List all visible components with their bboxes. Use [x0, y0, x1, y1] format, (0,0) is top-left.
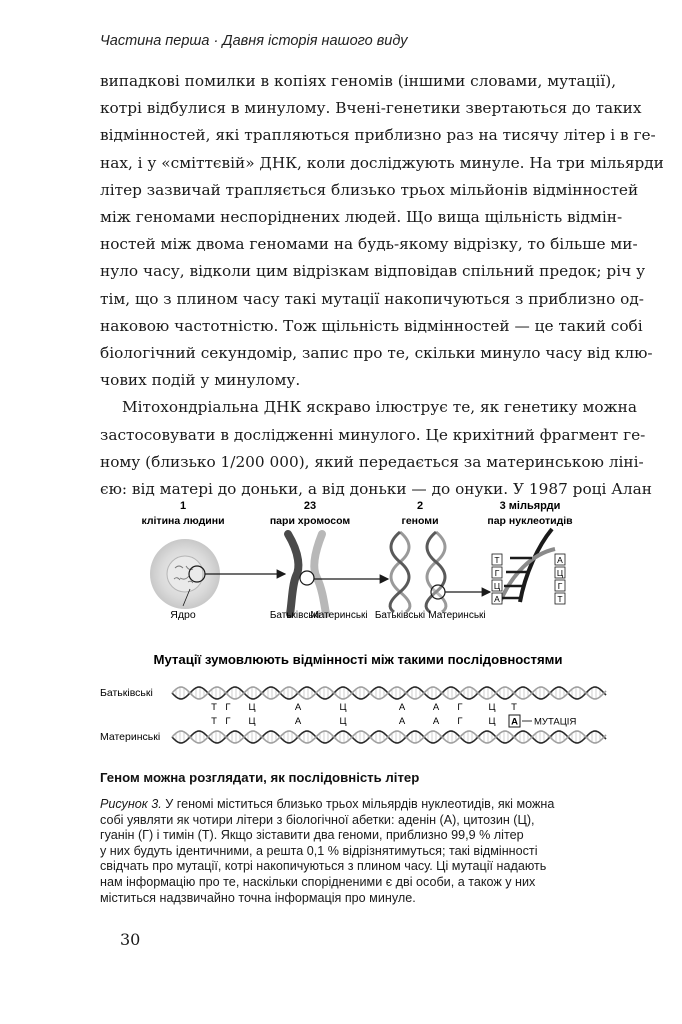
genome-label-paternal: Батьківські — [374, 610, 426, 621]
seq-letter: Т — [211, 702, 217, 713]
seq-letter: А — [398, 702, 406, 713]
stage-number: 1 — [179, 500, 187, 512]
seq-letter: А — [294, 702, 302, 713]
nucleotide-closeup — [492, 529, 565, 604]
mutation-heading: Мутації зумовлюють відмінності між такими послідовностями — [153, 652, 563, 667]
caption-line: собі уявляти як чотири літери з біологічної абетки: аденін (А), цитозин (Ц), — [100, 812, 535, 827]
text-line: літер зазвичай трапляється близько трьох мільйонів відмінностей — [100, 180, 639, 199]
body-text — [100, 68, 664, 503]
text-line: нах, і у «сміттєвій» ДНК, коли досліджують минуле. На три мільярди — [100, 153, 664, 172]
strand-label-paternal: Батьківські — [100, 687, 153, 699]
text-line: єю: від матері до доньки, а від доньки — до онуки. У 1987 році Алан — [100, 480, 652, 499]
strand-label-maternal: Материнські — [100, 731, 161, 743]
text-line: чових подій у минулому. — [100, 371, 301, 390]
text-line: біологічний секундомір, запис про те, скільки минуло часу від клю- — [100, 344, 653, 363]
seq-letter: А — [432, 702, 440, 713]
caption-line: свідчать про мутації, котрі накопичуються з плином часу. Ці мутації надають — [100, 859, 547, 874]
seq-letter: Ц — [339, 702, 347, 713]
stage-label: пар нуклеотидів — [487, 515, 573, 527]
base-left: Т — [494, 555, 500, 565]
text-line: ному (близько 1/200 000), який передається за материнською ліні- — [100, 452, 644, 471]
stage-number: 23 — [303, 500, 317, 512]
caption-line: міститься надзвичайно точна інформація про минуле. — [100, 890, 416, 905]
paternal-sequence — [211, 702, 517, 713]
helix-backbone — [172, 687, 606, 699]
caption-label: Рисунок 3. — [100, 797, 162, 811]
base-right: Т — [557, 594, 563, 604]
base-left: А — [494, 594, 500, 604]
text-line: відмінностей, які трапляються приблизно раз на тисячу літер і в ге- — [100, 126, 656, 145]
text-line: між геномами неспоріднених людей. Що вища щільність відмін- — [100, 208, 623, 227]
seq-letter: Ц — [339, 716, 347, 727]
figure-genome-diagram — [100, 494, 620, 764]
seq-letter-mutation: А — [511, 716, 518, 728]
stage-label: геноми — [401, 515, 439, 527]
running-header: Частина перша · Давня історія нашого виду — [100, 33, 408, 49]
mutation-label: МУТАЦІЯ — [534, 716, 577, 728]
seq-letter: Т — [211, 716, 217, 727]
seq-letter: Г — [225, 702, 231, 713]
caption-text: У геномі міститься близько трьох мільярдів нуклеотидів, які можна — [165, 797, 555, 811]
seq-letter: А — [432, 716, 440, 727]
dna-strand-maternal — [172, 731, 606, 743]
base-right: Г — [557, 581, 563, 591]
chromosome-pair — [270, 534, 368, 621]
text-line: наковою частотністю. Тож щільність відмінностей — це такий собі — [100, 316, 643, 335]
stage-label: пари хромосом — [269, 515, 351, 527]
caption-line: гуанін (Г) і тимін (Т). Якщо зіставити два геноми, приблизно 99,9 % літер — [100, 828, 524, 843]
seq-letter: Ц — [248, 716, 256, 727]
base-left: Г — [494, 568, 500, 578]
dna-strand-paternal — [172, 687, 606, 699]
seq-letter: Г — [225, 716, 231, 727]
seq-letter: Т — [511, 702, 517, 713]
caption-line — [100, 797, 610, 813]
figure-caption — [100, 797, 610, 906]
caption-title: Геном можна розглядати, як послідовність літер — [100, 770, 420, 785]
caption-line: нам інформацію про те, наскільки спорідненими є дві особи, а також у них — [100, 874, 536, 889]
text-line: ностей між двома геномами на будь-якому відрізку, то більше ми- — [100, 235, 638, 254]
base-left: Ц — [493, 581, 501, 591]
maternal-sequence — [211, 715, 576, 728]
stage-number: 3 мільярди — [499, 500, 561, 512]
seq-letter: Ц — [488, 716, 496, 727]
helix-backbone — [172, 731, 606, 743]
cell-illustration — [150, 539, 220, 621]
chromosome-label-paternal: Батьківські — [269, 610, 321, 621]
text-line: тім, що з плином часу такі мутації накопичуються з приблизно од- — [100, 289, 644, 308]
caption-line: у них будуть ідентичними, а решта 0,1 % відрізнятимуться; такі відмінності — [100, 843, 538, 858]
base-right: А — [557, 555, 563, 565]
text-line: випадкові помилки в копіях геномів (іншими словами, мутації), — [100, 72, 617, 90]
text-line: нуло часу, відколи цим відрізкам відповідав спільний предок; річ у — [100, 262, 646, 281]
seq-letter: Ц — [488, 702, 496, 713]
seq-letter: Г — [457, 716, 463, 727]
text-line: котрі відбулися в минулому. Вчені-генетики звертаються до таких — [100, 99, 642, 118]
chromosome-label-maternal: Материнські — [310, 610, 368, 621]
genome-label-maternal: Материнські — [428, 610, 486, 621]
text-line: застосовувати в дослідженні минулого. Це крихітний фрагмент ге- — [100, 425, 646, 444]
seq-letter: А — [294, 716, 302, 727]
base-right: Ц — [556, 568, 564, 578]
seq-letter: А — [398, 716, 406, 727]
text-line: Мітохондріальна ДНК яскраво ілюструє те, як генетику можна — [122, 398, 637, 417]
stage-number: 2 — [416, 500, 424, 512]
genome-helices — [375, 532, 486, 621]
stage-label: клітина людини — [141, 515, 225, 527]
page-number: 30 — [120, 930, 141, 949]
nucleus-label: Ядро — [170, 609, 196, 621]
seq-letter: Ц — [248, 702, 256, 713]
seq-letter: Г — [457, 702, 463, 713]
